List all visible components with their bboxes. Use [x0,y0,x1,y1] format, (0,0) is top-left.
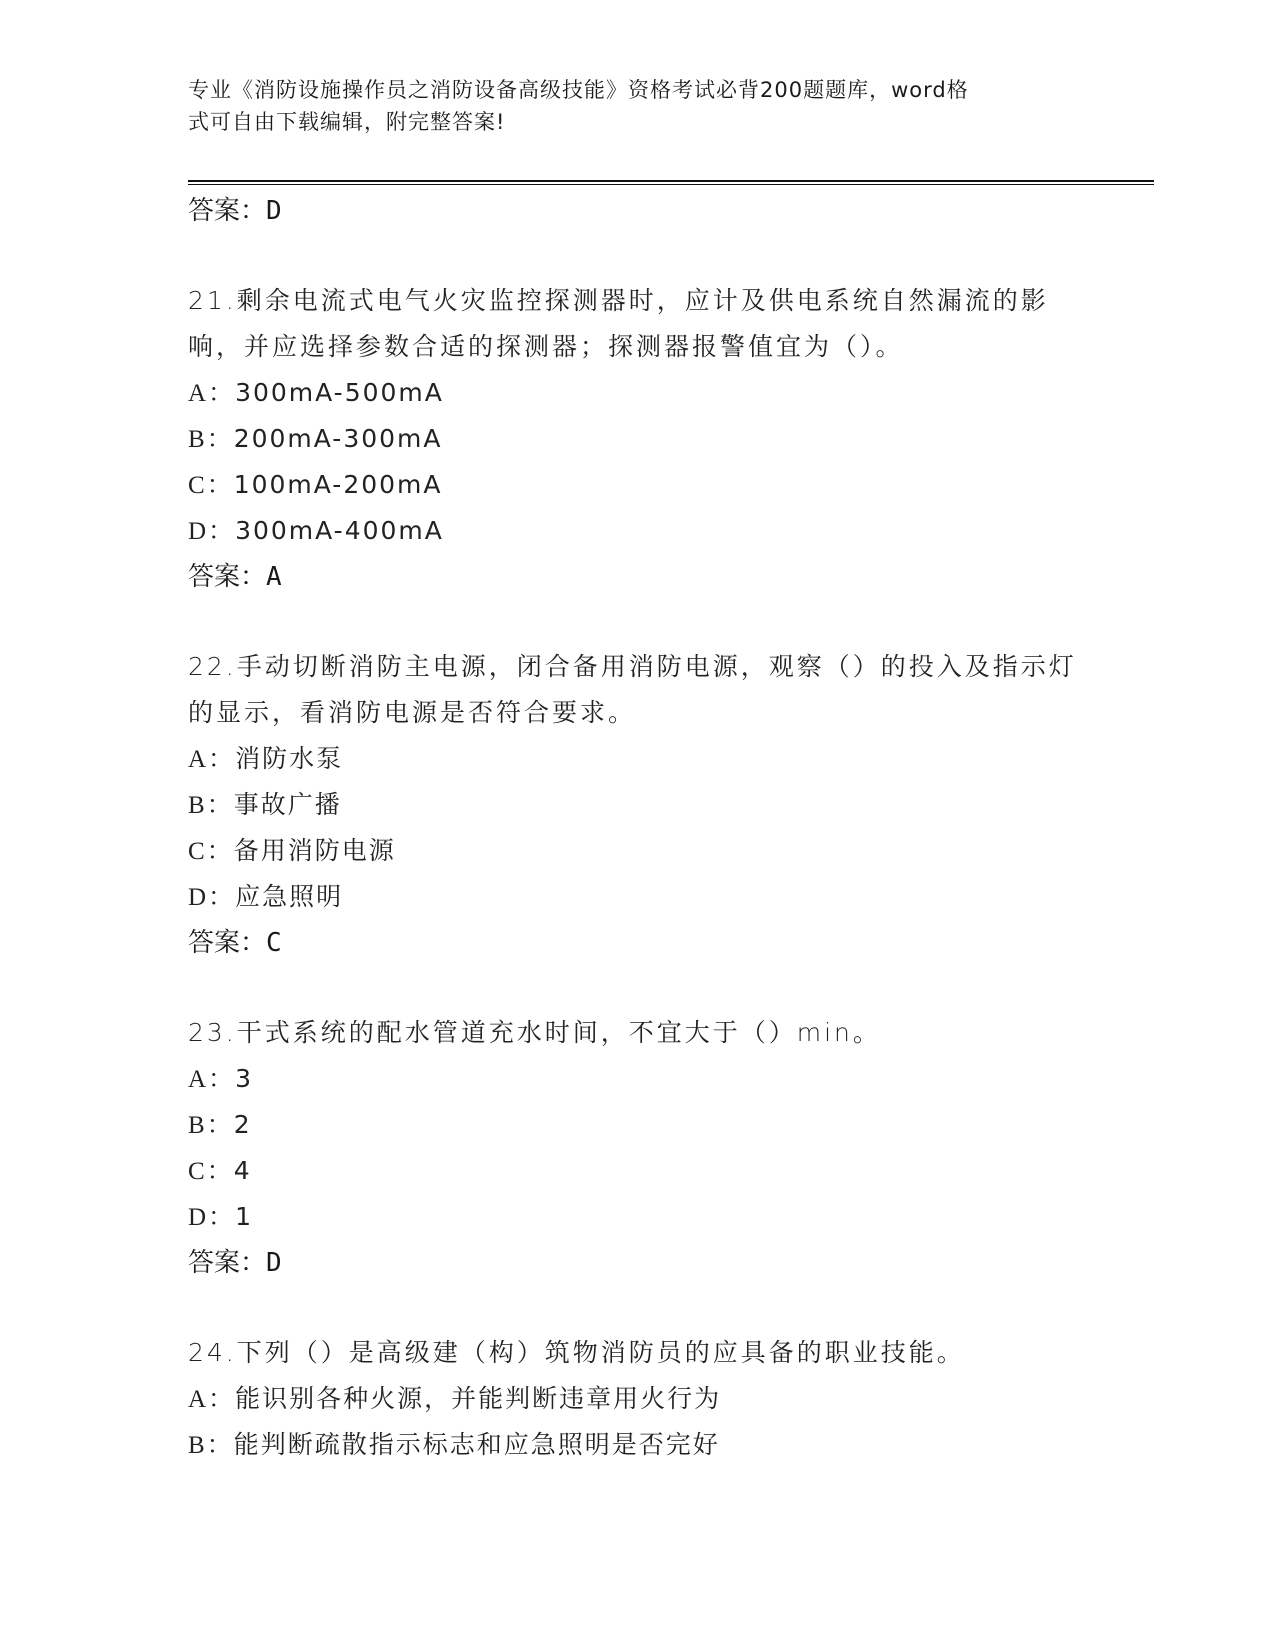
option-a [188,736,1088,782]
option-key: A： [188,746,236,773]
question-stem: 22.手动切断消防主电源，闭合备用消防电源，观察（）的投入及指示灯的显示，看消防电源是否符合要求。 [188,652,1077,727]
option-a [188,1376,1088,1422]
option-c [188,462,1088,508]
question-answer [188,920,1088,966]
header-line-2: 式可自由下载编辑，附完整答案! [188,110,506,134]
option-c [188,1148,1088,1194]
option-key: B： [188,426,234,453]
header-line-1: 专业《消防设施操作员之消防设备高级技能》资格考试必背200题题库，word格 [188,78,969,102]
option-b [188,782,1088,828]
option-a [188,370,1088,416]
option-text: 消防水泵 [235,744,344,773]
question-21 [188,278,1088,600]
header-divider [188,180,1154,185]
answer-label: 答案： [188,562,267,592]
question-answer [188,1240,1088,1286]
option-key: C： [188,838,234,865]
option-key: B： [188,1432,234,1459]
option-text: 1 [235,1202,253,1231]
answer-label: 答案： [188,196,267,226]
option-c [188,828,1088,874]
option-key: D： [188,884,236,911]
option-key: A： [188,1066,236,1093]
previous-question-answer [188,188,1088,234]
answer-label: 答案： [188,1248,267,1278]
option-key: B： [188,1112,234,1139]
option-key: C： [188,472,234,499]
option-b [188,1422,1088,1468]
option-text: 备用消防电源 [233,836,396,865]
option-key: B： [188,792,234,819]
question-stem: 21.剩余电流式电气火灾监控探测器时，应计及供电系统自然漏流的影响，并应选择参数合适的探测器；探测器报警值宜为（）。 [188,286,1049,361]
page-header [188,74,1068,138]
option-key: D： [188,1204,236,1231]
document-body [188,188,1088,1468]
option-key: A： [188,1386,236,1413]
option-key: A： [188,380,236,407]
answer-value: D [266,1248,282,1278]
option-b [188,416,1088,462]
answer-label: 答案： [188,928,267,958]
question-answer [188,554,1088,600]
option-text: 300mA-500mA [235,378,444,407]
question-23 [188,1010,1088,1286]
option-text: 3 [235,1064,253,1093]
question-24 [188,1330,1088,1468]
question-22 [188,644,1088,966]
option-key: C： [188,1158,234,1185]
option-d [188,1194,1088,1240]
question-stem: 23.干式系统的配水管道充水时间，不宜大于（）min。 [188,1018,881,1047]
option-text: 300mA-400mA [235,516,444,545]
answer-value: C [266,928,282,958]
answer-value: A [266,562,282,592]
option-b [188,1102,1088,1148]
option-text: 事故广播 [233,790,342,819]
option-text: 2 [233,1110,252,1139]
option-text: 4 [233,1156,252,1185]
option-d [188,508,1088,554]
option-key: D： [188,518,236,545]
option-text: 能识别各种火源，并能判断违章用火行为 [235,1384,722,1413]
option-d [188,874,1088,920]
option-text: 能判断疏散指示标志和应急照明是否完好 [233,1430,720,1459]
answer-value: D [266,196,282,226]
option-text: 100mA-200mA [233,470,443,499]
option-a [188,1056,1088,1102]
option-text: 200mA-300mA [233,424,443,453]
question-stem: 24.下列（）是高级建（构）筑物消防员的应具备的职业技能。 [188,1338,965,1367]
option-text: 应急照明 [235,882,344,911]
